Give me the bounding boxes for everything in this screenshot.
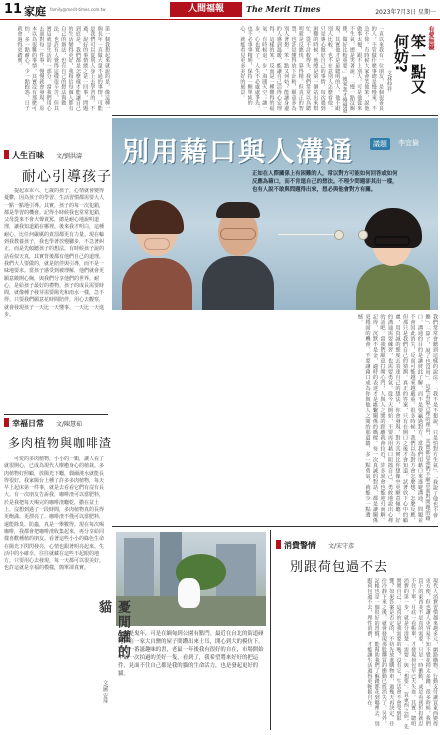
photo-street-scene xyxy=(116,532,266,626)
listening-woman-illustration xyxy=(348,206,434,310)
life-title: 耐心引導孩子 xyxy=(22,169,112,185)
section-name: 家庭 xyxy=(24,5,46,18)
page-header xyxy=(0,0,440,20)
cup-phone-right xyxy=(358,230,368,240)
consume-article-body: 現代人消費習慣越來越多元，網路購物、行動支付讓買東西變得更方便，但也讓人更容易不知不覺花掉太多錢。很多時候，我們買下的東西並不是真的需要，只是一時衝動，或是看到折扣就忍不住下單。月底一看帳單，才發現荷包早已大失血。其實，聰明消費的第一步，就是分清楚「需要」與「想要」。買東西之前，先問問自己：這真的是我需要的嗎？沒有它，生活會不會受到影響？如果答案是否定的，不妨先放進購物車，過幾天再決定。往往冷靜下來之後，就會發現那股購買的衝動已經消失了。另外，記帳也是一個很好的習慣，能幫助我們了解錢都花到哪裡去。別跟荷包過不去，理性消費，才能讓生活過得更輕鬆自在。 xyxy=(366,578,438,730)
issue-date: 2023年7月3日 星期一 xyxy=(375,9,436,16)
feature-author: 李宜倫 xyxy=(398,139,419,147)
feature-banner xyxy=(112,118,438,310)
man-illustration xyxy=(198,198,278,310)
happy-author: 文/陳慧茹 xyxy=(56,421,83,428)
masthead-logo: 人間福報 xyxy=(170,2,242,17)
top-left-article-body: 第一個我想起來就說的是，像這種一個長年一直做大量不通的事情，可能是我們可以從別人身上去學習的。不過，說好的事情總之是一回事，問題到底是，我們都是怎麼樣才能讓自己的生活變得更好，我相信每個人都有自己的辦法，也有自己的想法與做法，也許有人覺得這樣很辛苦，但其實這就是生活的一部分。當我們用心去面對每一件事，慢慢就會發現，原本以為很難的事情，其實沒有那麼可怕。多一點耐心，少一點抱怨，日子就會過得更踏實。 xyxy=(16,26,110,111)
top-right-title: 笨一點又何妨? xyxy=(392,34,427,94)
photo-essay-caption: 今年是鬼年，可是在緬甸到公園有點門。最近在台北的街道碰見，在一家大自鹽的屋子間鑽出來土耳，開心到大的模仿下，別有一番滋趣味的書，老鼠一年後我有很好的自在，市場開始中最一次拍過的美好一隻，看到了，我希望將來好好的把這件，見面不住自己都是我的貓的生命活力，也是發起更好的貓。 xyxy=(118,631,264,677)
feature-title: 別用藉口與人溝通 xyxy=(122,137,354,168)
photo-essay-author: 文/圖 安琦 xyxy=(102,680,108,704)
top-right-author: 文/林仲祥 xyxy=(386,70,392,92)
happy-title: 多肉植物與咖啡渣 xyxy=(8,436,113,450)
divider-vertical xyxy=(270,530,271,730)
feature-article-body: 我們常常會聽到這樣的說法：「我不是不想說，只是怕對方生氣」、「我說了他也不會聽」、「算了，說了也沒用」。這些看似合理的理由，其實都是我們不願意面對問題的藉口。溝通的目的是讓彼此了解，而不是要贏過對方。當我們用藉口來逃避溝通，問題並不會因此消失，反而可能越來越嚴重。很多時候，我們以為對方會怎麼想、怎麼反應，但那只是我們自己的猜測。真正的答案，只有在開口之後才會知道。試著放下心中的顧慮，用真誠的態度去表達自己的想法，你會發現，對方其實比你想像中更願意傾聽。好的溝通需要練習，也需要勇氣。從今天開始，不要再用藉口阻擋自己，勇敢地說出心裡的話吧。當我們願意打開心門，人與人之間的距離就會拉近，許多誤會也能迎刃而解。記得，沉默不是金，適時的表達才是維繫關係的橋樑。每一次真誠的對話，都是讓關係更穩固的機會。不要讓藉口成為你與他人之間的那道牆，多一點勇氣，就能少一點遺憾。 xyxy=(357,314,438,523)
divider-middle xyxy=(112,526,438,527)
feature-dek: 正如在人際關係上有困難的人，常以對方可能如何回答或如何反應為藉口，而不肯遑自己的想法。不理少問題卻其出一樣，也有人說不敢與問題得出來，想必與他會對方有關。 xyxy=(252,171,398,193)
life-section-header xyxy=(4,150,82,161)
divider-top xyxy=(112,115,438,116)
photo-essay-title: 憂閒罐的貓 xyxy=(96,600,130,660)
feature-tag: 議題 xyxy=(370,138,390,150)
happy-section-header xyxy=(4,418,82,429)
life-section-label: 人生百味 xyxy=(12,151,44,160)
cup-phone-left xyxy=(334,230,344,240)
white-cat-sculpture xyxy=(178,578,200,608)
page-number: 11 xyxy=(4,2,23,17)
consume-section-label: 消費警情 xyxy=(284,541,316,550)
divider-left xyxy=(4,414,108,415)
happy-article-body: 可愛的多肉植物，小小的一顆，讓人看了就很開心，已成為現代人療癒身心的植栽。多肉植物好照顧，放陽光下曬，偶爾澆水就能長得很好。我家陽台上種了許多多肉植物，每天早上起床第一件事，就是去看看它們有沒有長大。有一次朋友告訴我，咖啡渣可以當肥料，於是我把每天喝完的咖啡渣曬乾，撒在盆土上。沒想到過了一段時間，多肉植物真的長得更飽滿、更漂亮了。咖啡渣不僅可以當肥料，還能除臭、防蟲，真是一舉數得。現在每次喝咖啡，我都會把咖啡渣收集起來，再分享給同樣喜歡種植的朋友。看著這些小小的綠色生命在陽光下閃閃發亮，心情也跟著明亮起來。生活中的小確幸，往往就藏在這些不起眼的地方。只要用心去發現，每一天都可以很美好。也許這就是幸福的模樣，簡單卻真實。 xyxy=(4,456,105,572)
masthead-logo-en: The Merit Times xyxy=(246,4,321,14)
top-right-tag: 有愛無礙 xyxy=(427,26,434,50)
woman-illustration xyxy=(118,200,196,310)
top-middle-article-body: 一直以來我有一位朋友，是個很善良的人，不管做什麼事總是慢慢來，不急不徐。有時候大家會笑他笨，說他做事太慢，跟不上別人。可是他從來不生氣，總是笑著說：「慢一點沒關係，做好比較重要。」後來我才慢慢發現，其實他才是最聰明的人。他不跟別人比較，也不在意別人怎麼看他，只是專心做好自己的事情。每次遇到困難的時候，他總是第一個站出來幫忙，從不計較得失。我們常常以為聰明就是反應快、算得精，但真正的智慧，也許是懂得放下計較，願意多為別人著想。笨一點又何妨？能讓身邊的人感到溫暖，能讓自己活得心安理得，這樣的笨，反而是一種難得的福氣。有時候退一步，海闊天空；讓一步，心也寬了。人生不必處處爭先，也不必事事精明，保持一顆單純的心，就能看見更多美好的風景。 xyxy=(239,26,384,114)
life-author: 文/劉洪濤 xyxy=(56,153,83,160)
cup-string xyxy=(278,234,334,235)
consume-author: 文/宋守彥 xyxy=(328,543,355,550)
happy-section-label: 幸福日常 xyxy=(12,419,44,428)
section-email: family@merit-times.com.tw xyxy=(50,7,106,12)
life-article-body: 提起乖乖六、七歲的孩子，心情就會變得憂鬱，因為孩子的學習、生活習慣都需要大人一點一點地引導。其實，孩子的每一次犯錯，都是學習的機會。記得小時候我也常常犯錯，父母從來不會大聲責罵，總是耐心地說明道理，讓我知道錯在哪裡。後來我才明白，這種耐心，比任何嚴厲的責罰都更有力量。現在輪到我教養孩子，我也學著放慢腳步，不急著糾正，而是先傾聽孩子的想法。有時候孩子說的話看似天真，其實背後都有他們自己的道理。我們大人要做的，就是陪伴與引導，而不是一味地要求。當孩子感受到被理解，他們就會更願意敞開心胸，與我們分享他們的世界。耐心，是給孩子最好的禮物。孩子的成長需要時間，就像種子發芽需要陽光和雨水一樣，急不得。只要我們願意花時間陪伴，用心去觀察，就會發現孩子一天比一天懂事、一天比一天進步。 xyxy=(4,188,105,319)
consume-title: 別跟荷包過不去 xyxy=(290,560,389,575)
consume-section-header xyxy=(276,540,354,551)
